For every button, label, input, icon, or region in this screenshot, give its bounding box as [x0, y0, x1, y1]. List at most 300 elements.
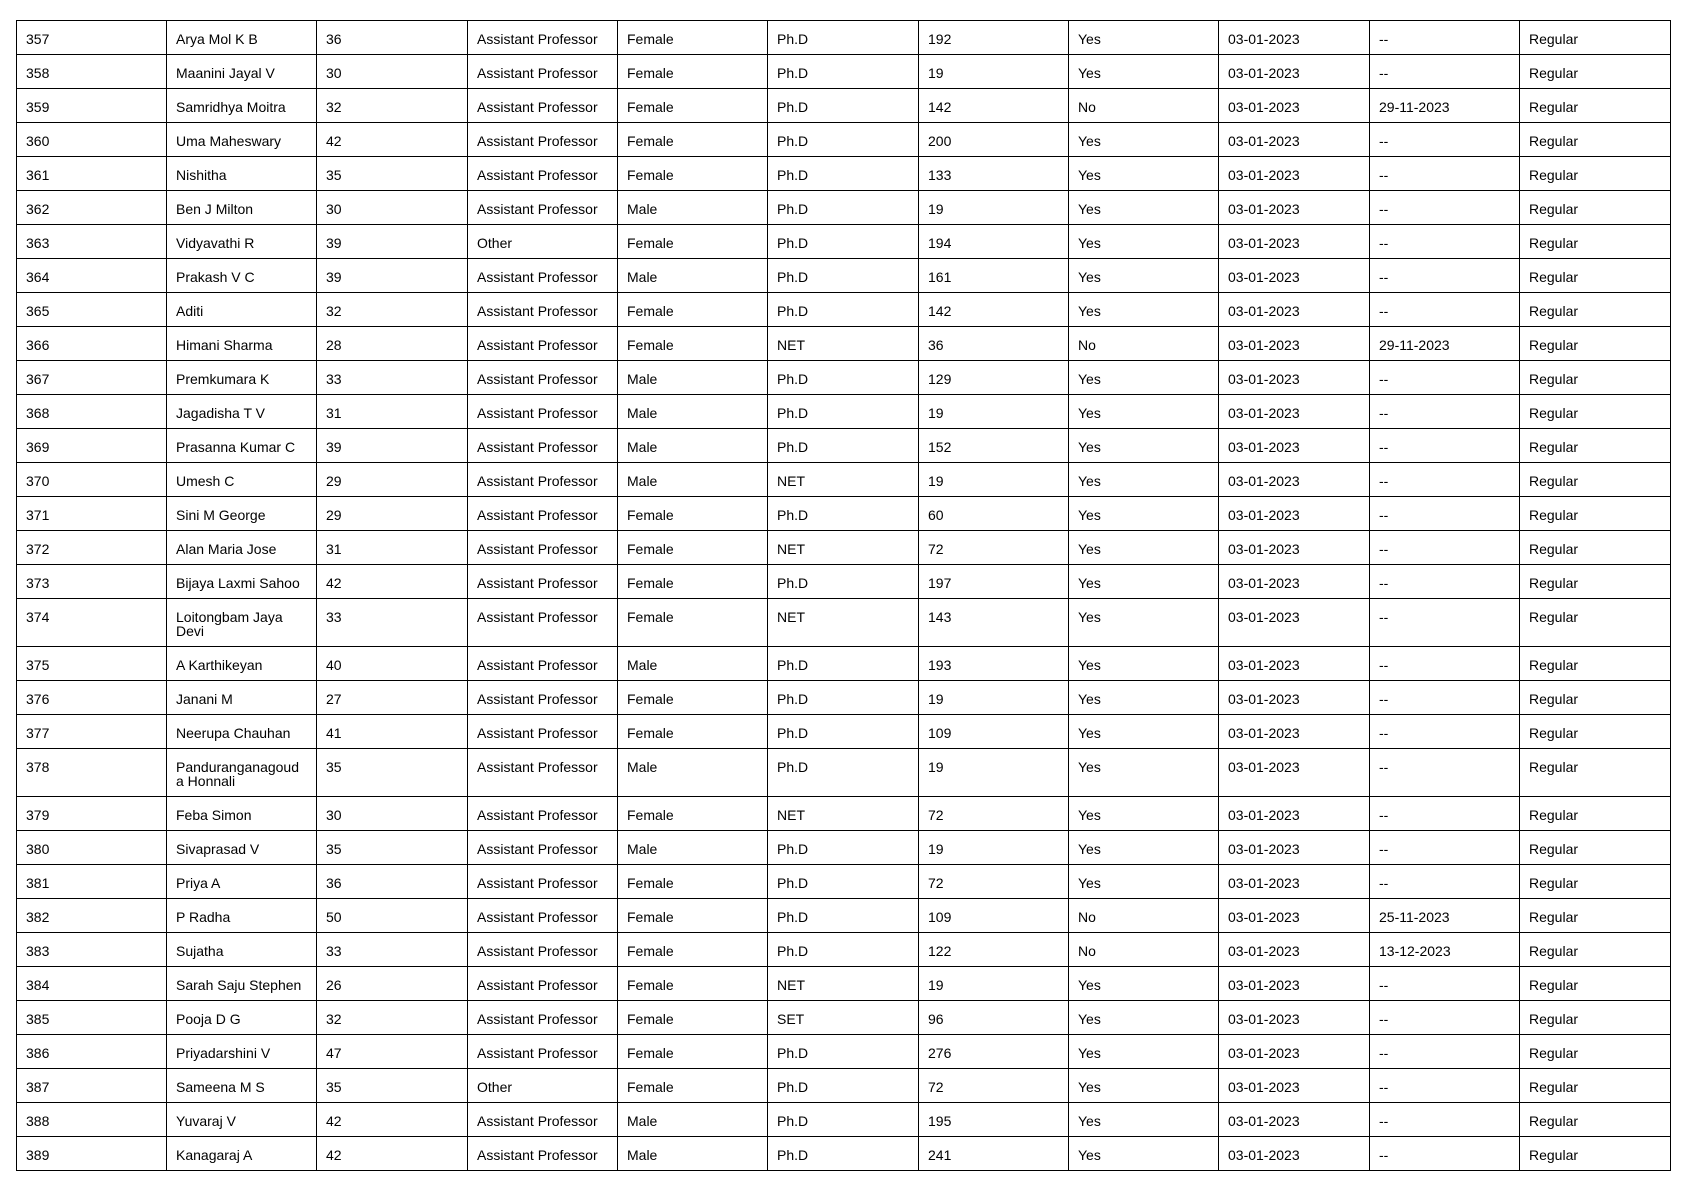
qualification-cell: Ph.D	[768, 225, 919, 259]
currently-working-cell: No	[1069, 89, 1219, 123]
table-row	[17, 497, 1671, 531]
gender-cell: Male	[618, 259, 768, 293]
nature-cell: Regular	[1520, 1069, 1671, 1103]
experience-cell: 19	[919, 749, 1069, 797]
age-cell: 30	[317, 55, 468, 89]
gender-cell: Female	[618, 293, 768, 327]
designation-cell: Assistant Professor	[468, 157, 618, 191]
currently-working-cell: No	[1069, 899, 1219, 933]
currently-working-cell: Yes	[1069, 1103, 1219, 1137]
designation-cell: Assistant Professor	[468, 565, 618, 599]
joining-date-cell: 03-01-2023	[1219, 1001, 1370, 1035]
designation-cell: Assistant Professor	[468, 191, 618, 225]
serial-no-cell: 357	[17, 21, 167, 55]
designation-cell: Assistant Professor	[468, 21, 618, 55]
leaving-date-cell: --	[1370, 749, 1520, 797]
experience-cell: 241	[919, 1137, 1069, 1171]
name-cell: Vidyavathi R	[167, 225, 317, 259]
gender-cell: Female	[618, 225, 768, 259]
qualification-cell: Ph.D	[768, 361, 919, 395]
nature-cell: Regular	[1520, 21, 1671, 55]
gender-cell: Female	[618, 865, 768, 899]
nature-cell: Regular	[1520, 463, 1671, 497]
joining-date-cell: 03-01-2023	[1219, 749, 1370, 797]
name-cell: Prasanna Kumar C	[167, 429, 317, 463]
currently-working-cell: Yes	[1069, 531, 1219, 565]
currently-working-cell: Yes	[1069, 157, 1219, 191]
qualification-cell: Ph.D	[768, 1035, 919, 1069]
table-row	[17, 123, 1671, 157]
leaving-date-cell: --	[1370, 797, 1520, 831]
currently-working-cell: Yes	[1069, 123, 1219, 157]
nature-cell: Regular	[1520, 225, 1671, 259]
name-cell: Samridhya Moitra	[167, 89, 317, 123]
name-cell: Premkumara K	[167, 361, 317, 395]
age-cell: 29	[317, 463, 468, 497]
designation-cell: Assistant Professor	[468, 865, 618, 899]
gender-cell: Female	[618, 89, 768, 123]
experience-cell: 109	[919, 899, 1069, 933]
serial-no-cell: 365	[17, 293, 167, 327]
name-cell: Uma Maheswary	[167, 123, 317, 157]
designation-cell: Assistant Professor	[468, 361, 618, 395]
experience-cell: 19	[919, 463, 1069, 497]
joining-date-cell: 03-01-2023	[1219, 531, 1370, 565]
currently-working-cell: Yes	[1069, 749, 1219, 797]
gender-cell: Male	[618, 1137, 768, 1171]
experience-cell: 142	[919, 293, 1069, 327]
designation-cell: Assistant Professor	[468, 395, 618, 429]
serial-no-cell: 362	[17, 191, 167, 225]
serial-no-cell: 372	[17, 531, 167, 565]
experience-cell: 276	[919, 1035, 1069, 1069]
table-row	[17, 21, 1671, 55]
designation-cell: Assistant Professor	[468, 1001, 618, 1035]
joining-date-cell: 03-01-2023	[1219, 293, 1370, 327]
designation-cell: Assistant Professor	[468, 1035, 618, 1069]
leaving-date-cell: --	[1370, 293, 1520, 327]
age-cell: 35	[317, 157, 468, 191]
qualification-cell: Ph.D	[768, 681, 919, 715]
age-cell: 42	[317, 1137, 468, 1171]
gender-cell: Female	[618, 327, 768, 361]
experience-cell: 72	[919, 797, 1069, 831]
joining-date-cell: 03-01-2023	[1219, 967, 1370, 1001]
nature-cell: Regular	[1520, 497, 1671, 531]
currently-working-cell: Yes	[1069, 647, 1219, 681]
joining-date-cell: 03-01-2023	[1219, 715, 1370, 749]
currently-working-cell: Yes	[1069, 831, 1219, 865]
age-cell: 30	[317, 797, 468, 831]
designation-cell: Assistant Professor	[468, 1103, 618, 1137]
table-row	[17, 967, 1671, 1001]
age-cell: 39	[317, 429, 468, 463]
nature-cell: Regular	[1520, 395, 1671, 429]
joining-date-cell: 03-01-2023	[1219, 21, 1370, 55]
serial-no-cell: 373	[17, 565, 167, 599]
gender-cell: Female	[618, 599, 768, 647]
age-cell: 42	[317, 565, 468, 599]
name-cell: Panduranganagouda Honnali	[167, 749, 317, 797]
nature-cell: Regular	[1520, 123, 1671, 157]
name-cell: P Radha	[167, 899, 317, 933]
leaving-date-cell: --	[1370, 55, 1520, 89]
serial-no-cell: 378	[17, 749, 167, 797]
qualification-cell: Ph.D	[768, 865, 919, 899]
table-row	[17, 157, 1671, 191]
age-cell: 47	[317, 1035, 468, 1069]
leaving-date-cell: --	[1370, 831, 1520, 865]
leaving-date-cell: --	[1370, 1001, 1520, 1035]
age-cell: 39	[317, 225, 468, 259]
table-row	[17, 361, 1671, 395]
age-cell: 36	[317, 21, 468, 55]
nature-cell: Regular	[1520, 1035, 1671, 1069]
name-cell: Feba Simon	[167, 797, 317, 831]
experience-cell: 143	[919, 599, 1069, 647]
joining-date-cell: 03-01-2023	[1219, 647, 1370, 681]
nature-cell: Regular	[1520, 1137, 1671, 1171]
joining-date-cell: 03-01-2023	[1219, 681, 1370, 715]
table-row	[17, 225, 1671, 259]
name-cell: Janani M	[167, 681, 317, 715]
joining-date-cell: 03-01-2023	[1219, 191, 1370, 225]
gender-cell: Female	[618, 21, 768, 55]
nature-cell: Regular	[1520, 681, 1671, 715]
serial-no-cell: 368	[17, 395, 167, 429]
experience-cell: 152	[919, 429, 1069, 463]
age-cell: 35	[317, 831, 468, 865]
table-row	[17, 1103, 1671, 1137]
leaving-date-cell: --	[1370, 259, 1520, 293]
designation-cell: Assistant Professor	[468, 1137, 618, 1171]
designation-cell: Assistant Professor	[468, 899, 618, 933]
currently-working-cell: Yes	[1069, 361, 1219, 395]
serial-no-cell: 384	[17, 967, 167, 1001]
experience-cell: 19	[919, 681, 1069, 715]
designation-cell: Assistant Professor	[468, 531, 618, 565]
age-cell: 26	[317, 967, 468, 1001]
leaving-date-cell: --	[1370, 123, 1520, 157]
experience-cell: 194	[919, 225, 1069, 259]
serial-no-cell: 363	[17, 225, 167, 259]
table-row	[17, 797, 1671, 831]
qualification-cell: NET	[768, 531, 919, 565]
table-row	[17, 749, 1671, 797]
table-row	[17, 531, 1671, 565]
designation-cell: Assistant Professor	[468, 599, 618, 647]
qualification-cell: NET	[768, 327, 919, 361]
designation-cell: Assistant Professor	[468, 647, 618, 681]
name-cell: Bijaya Laxmi Sahoo	[167, 565, 317, 599]
currently-working-cell: Yes	[1069, 395, 1219, 429]
nature-cell: Regular	[1520, 1001, 1671, 1035]
joining-date-cell: 03-01-2023	[1219, 463, 1370, 497]
serial-no-cell: 380	[17, 831, 167, 865]
gender-cell: Female	[618, 565, 768, 599]
serial-no-cell: 367	[17, 361, 167, 395]
designation-cell: Assistant Professor	[468, 831, 618, 865]
leaving-date-cell: --	[1370, 395, 1520, 429]
table-row	[17, 395, 1671, 429]
age-cell: 50	[317, 899, 468, 933]
qualification-cell: Ph.D	[768, 191, 919, 225]
name-cell: Sarah Saju Stephen	[167, 967, 317, 1001]
table-row	[17, 191, 1671, 225]
name-cell: Jagadisha T V	[167, 395, 317, 429]
designation-cell: Assistant Professor	[468, 429, 618, 463]
gender-cell: Male	[618, 429, 768, 463]
table-row	[17, 681, 1671, 715]
age-cell: 33	[317, 361, 468, 395]
name-cell: Kanagaraj A	[167, 1137, 317, 1171]
leaving-date-cell: --	[1370, 1137, 1520, 1171]
name-cell: Sini M George	[167, 497, 317, 531]
joining-date-cell: 03-01-2023	[1219, 361, 1370, 395]
currently-working-cell: No	[1069, 933, 1219, 967]
joining-date-cell: 03-01-2023	[1219, 89, 1370, 123]
leaving-date-cell: --	[1370, 647, 1520, 681]
gender-cell: Female	[618, 1035, 768, 1069]
serial-no-cell: 369	[17, 429, 167, 463]
designation-cell: Assistant Professor	[468, 497, 618, 531]
qualification-cell: Ph.D	[768, 899, 919, 933]
leaving-date-cell: --	[1370, 191, 1520, 225]
currently-working-cell: Yes	[1069, 797, 1219, 831]
table-row	[17, 429, 1671, 463]
leaving-date-cell: 29-11-2023	[1370, 89, 1520, 123]
designation-cell: Other	[468, 1069, 618, 1103]
name-cell: Priyadarshini V	[167, 1035, 317, 1069]
experience-cell: 72	[919, 1069, 1069, 1103]
currently-working-cell: Yes	[1069, 225, 1219, 259]
table-body	[17, 21, 1671, 1171]
joining-date-cell: 03-01-2023	[1219, 157, 1370, 191]
qualification-cell: SET	[768, 1001, 919, 1035]
serial-no-cell: 358	[17, 55, 167, 89]
currently-working-cell: Yes	[1069, 1001, 1219, 1035]
gender-cell: Female	[618, 681, 768, 715]
qualification-cell: NET	[768, 967, 919, 1001]
gender-cell: Male	[618, 1103, 768, 1137]
experience-cell: 19	[919, 395, 1069, 429]
serial-no-cell: 385	[17, 1001, 167, 1035]
gender-cell: Female	[618, 157, 768, 191]
serial-no-cell: 364	[17, 259, 167, 293]
gender-cell: Male	[618, 361, 768, 395]
experience-cell: 109	[919, 715, 1069, 749]
gender-cell: Female	[618, 531, 768, 565]
currently-working-cell: Yes	[1069, 497, 1219, 531]
leaving-date-cell: 25-11-2023	[1370, 899, 1520, 933]
table-row	[17, 1035, 1671, 1069]
leaving-date-cell: --	[1370, 1035, 1520, 1069]
gender-cell: Female	[618, 123, 768, 157]
serial-no-cell: 374	[17, 599, 167, 647]
experience-cell: 19	[919, 55, 1069, 89]
nature-cell: Regular	[1520, 55, 1671, 89]
currently-working-cell: No	[1069, 327, 1219, 361]
leaving-date-cell: --	[1370, 531, 1520, 565]
age-cell: 39	[317, 259, 468, 293]
gender-cell: Female	[618, 899, 768, 933]
currently-working-cell: Yes	[1069, 191, 1219, 225]
qualification-cell: Ph.D	[768, 395, 919, 429]
serial-no-cell: 387	[17, 1069, 167, 1103]
serial-no-cell: 382	[17, 899, 167, 933]
experience-cell: 142	[919, 89, 1069, 123]
name-cell: Arya Mol K B	[167, 21, 317, 55]
designation-cell: Assistant Professor	[468, 715, 618, 749]
designation-cell: Assistant Professor	[468, 967, 618, 1001]
joining-date-cell: 03-01-2023	[1219, 1103, 1370, 1137]
table-row	[17, 831, 1671, 865]
age-cell: 31	[317, 531, 468, 565]
serial-no-cell: 386	[17, 1035, 167, 1069]
joining-date-cell: 03-01-2023	[1219, 1069, 1370, 1103]
serial-no-cell: 377	[17, 715, 167, 749]
designation-cell: Assistant Professor	[468, 55, 618, 89]
table-row	[17, 293, 1671, 327]
table-row	[17, 933, 1671, 967]
name-cell: Nishitha	[167, 157, 317, 191]
leaving-date-cell: --	[1370, 681, 1520, 715]
joining-date-cell: 03-01-2023	[1219, 933, 1370, 967]
gender-cell: Male	[618, 463, 768, 497]
table-row	[17, 1069, 1671, 1103]
currently-working-cell: Yes	[1069, 599, 1219, 647]
currently-working-cell: Yes	[1069, 429, 1219, 463]
age-cell: 42	[317, 123, 468, 157]
faculty-table	[16, 20, 1671, 1171]
name-cell: Umesh C	[167, 463, 317, 497]
table-row	[17, 647, 1671, 681]
age-cell: 31	[317, 395, 468, 429]
designation-cell: Assistant Professor	[468, 797, 618, 831]
gender-cell: Female	[618, 497, 768, 531]
name-cell: Sameena M S	[167, 1069, 317, 1103]
joining-date-cell: 03-01-2023	[1219, 1137, 1370, 1171]
gender-cell: Female	[618, 1069, 768, 1103]
table-row	[17, 899, 1671, 933]
nature-cell: Regular	[1520, 599, 1671, 647]
age-cell: 35	[317, 749, 468, 797]
table-row	[17, 463, 1671, 497]
qualification-cell: NET	[768, 599, 919, 647]
joining-date-cell: 03-01-2023	[1219, 497, 1370, 531]
joining-date-cell: 03-01-2023	[1219, 225, 1370, 259]
designation-cell: Assistant Professor	[468, 681, 618, 715]
currently-working-cell: Yes	[1069, 293, 1219, 327]
experience-cell: 36	[919, 327, 1069, 361]
nature-cell: Regular	[1520, 429, 1671, 463]
experience-cell: 19	[919, 191, 1069, 225]
qualification-cell: Ph.D	[768, 21, 919, 55]
experience-cell: 60	[919, 497, 1069, 531]
joining-date-cell: 03-01-2023	[1219, 123, 1370, 157]
nature-cell: Regular	[1520, 293, 1671, 327]
qualification-cell: Ph.D	[768, 831, 919, 865]
experience-cell: 19	[919, 967, 1069, 1001]
leaving-date-cell: --	[1370, 865, 1520, 899]
experience-cell: 72	[919, 865, 1069, 899]
leaving-date-cell: --	[1370, 1069, 1520, 1103]
nature-cell: Regular	[1520, 933, 1671, 967]
age-cell: 29	[317, 497, 468, 531]
table-row	[17, 865, 1671, 899]
joining-date-cell: 03-01-2023	[1219, 797, 1370, 831]
currently-working-cell: Yes	[1069, 865, 1219, 899]
currently-working-cell: Yes	[1069, 1069, 1219, 1103]
joining-date-cell: 03-01-2023	[1219, 831, 1370, 865]
experience-cell: 192	[919, 21, 1069, 55]
leaving-date-cell: --	[1370, 463, 1520, 497]
age-cell: 32	[317, 1001, 468, 1035]
experience-cell: 133	[919, 157, 1069, 191]
nature-cell: Regular	[1520, 361, 1671, 395]
age-cell: 33	[317, 933, 468, 967]
serial-no-cell: 379	[17, 797, 167, 831]
age-cell: 33	[317, 599, 468, 647]
table-row	[17, 55, 1671, 89]
qualification-cell: Ph.D	[768, 749, 919, 797]
leaving-date-cell: --	[1370, 21, 1520, 55]
name-cell: Aditi	[167, 293, 317, 327]
nature-cell: Regular	[1520, 899, 1671, 933]
gender-cell: Female	[618, 967, 768, 1001]
nature-cell: Regular	[1520, 865, 1671, 899]
nature-cell: Regular	[1520, 157, 1671, 191]
serial-no-cell: 360	[17, 123, 167, 157]
nature-cell: Regular	[1520, 191, 1671, 225]
leaving-date-cell: --	[1370, 429, 1520, 463]
serial-no-cell: 376	[17, 681, 167, 715]
serial-no-cell: 383	[17, 933, 167, 967]
nature-cell: Regular	[1520, 831, 1671, 865]
gender-cell: Male	[618, 831, 768, 865]
joining-date-cell: 03-01-2023	[1219, 899, 1370, 933]
gender-cell: Female	[618, 797, 768, 831]
currently-working-cell: Yes	[1069, 715, 1219, 749]
table-row	[17, 565, 1671, 599]
qualification-cell: Ph.D	[768, 647, 919, 681]
joining-date-cell: 03-01-2023	[1219, 55, 1370, 89]
leaving-date-cell: --	[1370, 967, 1520, 1001]
leaving-date-cell: --	[1370, 715, 1520, 749]
name-cell: Ben J Milton	[167, 191, 317, 225]
qualification-cell: Ph.D	[768, 55, 919, 89]
serial-no-cell: 388	[17, 1103, 167, 1137]
serial-no-cell: 359	[17, 89, 167, 123]
name-cell: A Karthikeyan	[167, 647, 317, 681]
age-cell: 27	[317, 681, 468, 715]
leaving-date-cell: --	[1370, 565, 1520, 599]
leaving-date-cell: 13-12-2023	[1370, 933, 1520, 967]
nature-cell: Regular	[1520, 647, 1671, 681]
currently-working-cell: Yes	[1069, 259, 1219, 293]
nature-cell: Regular	[1520, 565, 1671, 599]
qualification-cell: Ph.D	[768, 123, 919, 157]
name-cell: Yuvaraj V	[167, 1103, 317, 1137]
gender-cell: Male	[618, 395, 768, 429]
designation-cell: Assistant Professor	[468, 293, 618, 327]
age-cell: 36	[317, 865, 468, 899]
age-cell: 40	[317, 647, 468, 681]
experience-cell: 200	[919, 123, 1069, 157]
age-cell: 28	[317, 327, 468, 361]
age-cell: 42	[317, 1103, 468, 1137]
age-cell: 41	[317, 715, 468, 749]
